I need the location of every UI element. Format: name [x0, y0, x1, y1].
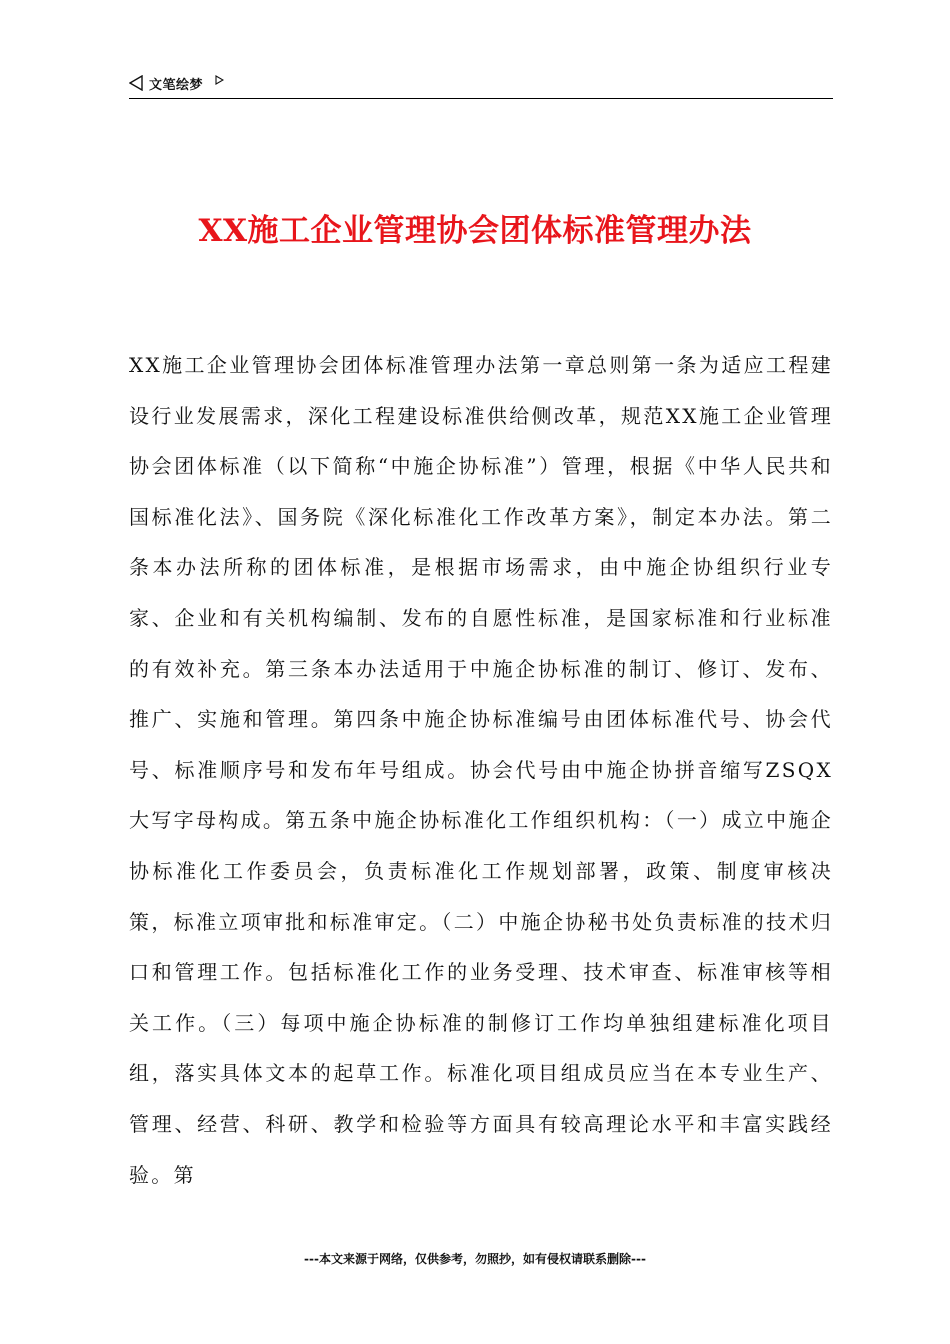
triangle-right-outline-icon [215, 75, 224, 85]
document-body: XX施工企业管理协会团体标准管理办法第一章总则第一条为适应工程建设行业发展需求，深化工程建设标准供给侧改革，规范XX施工企业管理协会团体标准（以下简称“中施企协标准”）管理，根据《中华人民共和国标准化法》、国务院《深化标准化工作改革方案》，制定本办法。第二条本办法所称的团体标准，是根据市场需求，由中施企协组织行业专家、企业和有关机构编制、发布的自愿性标准，是国家标准和行业标准的有效补充。第三条本办法适用于中施企协标准的制订、修订、发布、推广、实施和管理。第四条中施企协标准编号由团体标准代号、协会代号、标准顺序号和发布年号组成。协会代号由中施企协拼音缩写ZSQX大写字母构成。第五条中施企协标准化工作组织机构：（一）成立中施企协标准化工作委员会，负责标准化工作规划部署，政策、制度审核决策，标准立项审批和标准审定。（二）中施企协秘书处负责标准的技术归口和管理工作。包括标准化工作的业务受理、技术审查、标准审核等相关工作。（三）每项中施企协标准的制修订工作均单独组建标准化项目组，落实具体文本的起草工作。标准化项目组成员应当在本专业生产、管理、经营、科研、教学和检验等方面具有较高理论水平和丰富实践经验。第 [129, 353, 833, 1187]
footer-notice: ---本文来源于网络，仅供参考，勿照抄，如有侵权请联系删除--- [304, 1252, 646, 1266]
document-title: XX施工企业管理协会团体标准管理办法 [198, 213, 752, 249]
triangle-left-outline-icon [129, 75, 143, 91]
header-brand: 文笔绘梦 [149, 78, 204, 93]
page-header [129, 72, 833, 99]
